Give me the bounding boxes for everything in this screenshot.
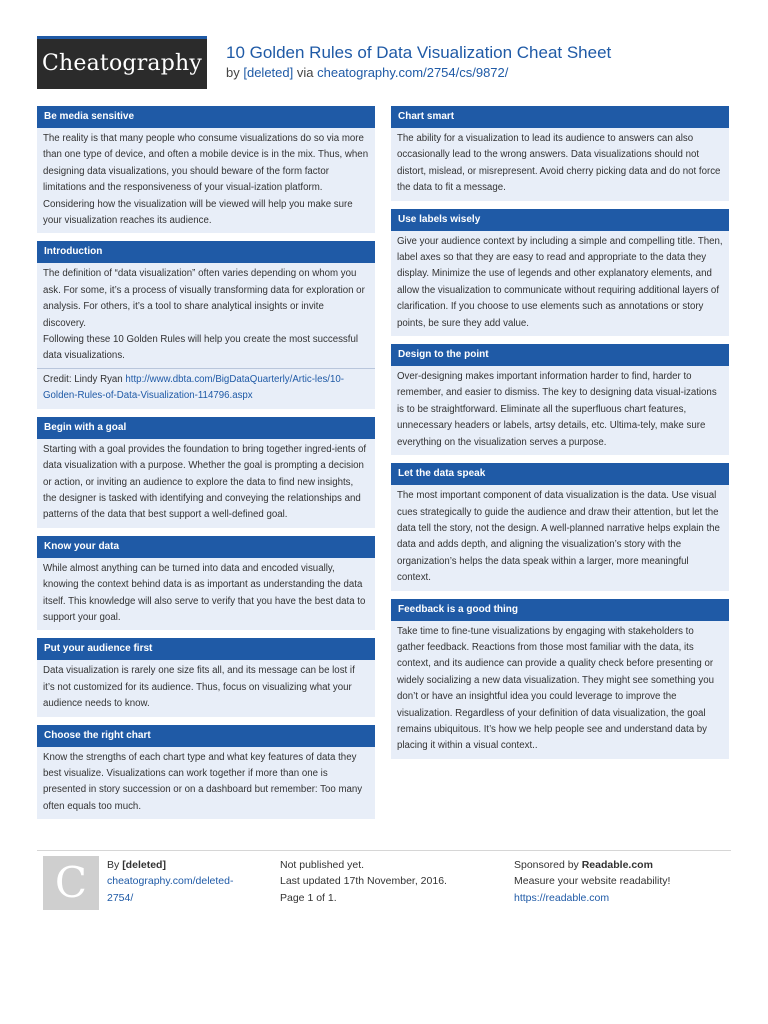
section-paragraph: The definition of “data visualization” often varies depending on whom you ask. For some, it’s a process of visually transforming data for exploration or analysis. For others, it’s a tool to share analytical insights or invite discovery. <box>43 268 365 329</box>
section-chart-smart <box>391 106 729 201</box>
footer-author <box>107 857 252 906</box>
avatar-letter: C <box>54 858 88 907</box>
section-design-to-the-point <box>391 344 729 455</box>
section-paragraph: Following these 10 Golden Rules will help you create the most successful data visualizations. <box>43 334 359 362</box>
section-body: The reality is that many people who consume visualizations do so via more than one type of device, and often a mobile device is in the mix. Thus, when designing data visualizations, you should beware of the form factor limitations and the responsiveness of your visual-ization platform. Considering how the visualization will be viewed will help you make sure your visualization reaches its audience. <box>43 133 369 227</box>
publish-status: Not published yet. <box>280 859 365 871</box>
section-let-the-data-speak <box>391 463 729 590</box>
section-body: Give your audience context by including a simple and compelling title. Then, label axes so that they are easy to read and appropriate to the data they display. Minimize the use of legends and other explanatory elements, and allow the visualization to communicate without requiring additional layers of clarification. If you choose to use elements such as annotations or story points, be sure they add value. <box>397 235 723 329</box>
section-begin-with-a-goal <box>37 417 375 528</box>
section-body: The ability for a visualization to lead its audience to answers can also occasionally lead to the wrong answers. Data visualizations should not distort, mislead, or misrepresent. Avoid cherry picking data and do not force the data to fit a message. <box>397 133 721 194</box>
sponsor-link[interactable]: https://readable.com <box>514 891 610 904</box>
section-body: Data visualization is rarely one size fits all, and its message can be lost if it’s not customized for its audience. Thus, focus on visualizing what your audience needs to know. <box>43 665 355 710</box>
footer-sponsor <box>514 857 729 906</box>
section-choose-the-right-chart <box>37 725 375 820</box>
section-use-labels-wisely <box>391 209 729 336</box>
section-put-your-audience-first <box>37 638 375 716</box>
footer-divider <box>37 850 731 851</box>
right-column <box>391 106 729 767</box>
byline-via: via <box>296 65 314 80</box>
section-body: Take time to fine-tune visualizations by engaging with stakeholders to gather feedback. Reactions from those most familiar with the data, its context, and its audience can provide a quality check before presenting or widely socializing a new data visualization. They might see something you don’t or have an insightful idea you could leverage to improve the visualization. Regardless of your definition of data visualization, the goal remains ubiquitous. It’s how we help people see and understand data by placing it within a visual context.. <box>397 625 714 752</box>
section-title: Put your audience first <box>37 638 375 660</box>
section-title: Use labels wisely <box>391 209 729 231</box>
footer-status <box>280 857 490 906</box>
sheet-url-link[interactable]: cheatography.com/2754/cs/9872/ <box>317 65 509 80</box>
credit-label: Credit: Lindy Ryan <box>43 373 123 385</box>
section-title: Feedback is a good thing <box>391 599 729 621</box>
last-updated: Last updated 17th November, 2016. <box>280 875 447 888</box>
left-column <box>37 106 375 827</box>
section-title: Introduction <box>37 241 375 263</box>
section-body: While almost anything can be turned into data and encoded visually, knowing the context behind data is as important as understanding the data itself. This knowledge will also serve to verify that you have the best data to support your goal. <box>43 562 366 623</box>
page-title[interactable]: 10 Golden Rules of Data Visualization Cheat Sheet <box>226 43 612 62</box>
section-body: The most important component of data visualization is the data. Use visual cues strategically to guide the audience and draw their attention, but let the data tell the story, not the design. A well-planned narrative helps explain the data and adds depth, and aligning the visualization’s story with the organization’s helps the data speak within a larger, more meaningful context. <box>397 490 720 584</box>
section-be-media-sensitive <box>37 106 375 233</box>
section-body: Know the strengths of each chart type and what key features of data they best visualize. Visualizations can work together if more than one is presented in story succession or on a dashboard but remember: Too many often equals too much. <box>43 751 363 812</box>
sponsor-tagline: Measure your website readability! <box>514 875 671 888</box>
section-body: Over-designing makes important information harder to find, harder to remember, and easier to dismiss. The key to designing data visual-izations is to be straightforward. Eliminate all the superfluous chart features, unnecessary headers or labels, artsy details, etc. Ultima-tely, make sure everything on the visualization serves a purpose. <box>397 371 717 448</box>
cheatography-logo[interactable] <box>37 36 207 89</box>
section-know-your-data <box>37 536 375 631</box>
section-body: Starting with a goal provides the foundation to bring together ingred-ients of data visualization with a purpose. Whether the goal is prompting a decision or action, or inviting an audience to explore the data to find new insights, the designer is tasked with identifying and conveying the relationships and patterns of the data that best support a well-defined goal. <box>43 443 367 521</box>
section-title: Let the data speak <box>391 463 729 485</box>
byline <box>226 65 508 80</box>
section-feedback-is-a-good-thing <box>391 599 729 759</box>
section-title: Know your data <box>37 536 375 558</box>
section-title: Choose the right chart <box>37 725 375 747</box>
author-avatar[interactable] <box>43 856 99 910</box>
credit-link[interactable]: http://www.dbta.com/BigDataQuarterly/Artic-les/10-Golden-Rules-of-Data-Visualization-114796.aspx <box>43 373 344 402</box>
section-title: Begin with a goal <box>37 417 375 439</box>
footer-by-label: By <box>107 859 120 871</box>
page-number: Page 1 of 1. <box>280 891 337 904</box>
byline-by: by <box>226 65 240 80</box>
divider <box>37 368 375 369</box>
footer-author-name[interactable]: [deleted] <box>122 859 166 871</box>
section-title: Chart smart <box>391 106 729 128</box>
footer-author-link[interactable]: cheatography.com/deleted-2754/ <box>107 875 234 904</box>
sponsor-name[interactable]: Readable.com <box>581 859 653 871</box>
section-title: Design to the point <box>391 344 729 366</box>
author-link[interactable]: [deleted] <box>243 65 294 80</box>
sponsor-label: Sponsored by <box>514 859 579 871</box>
sponsor-line <box>514 857 729 873</box>
section-title: Be media sensitive <box>37 106 375 128</box>
credit-line <box>43 372 369 405</box>
logo-text: Cheatography <box>41 51 203 76</box>
section-introduction <box>37 241 375 408</box>
footer-by-line <box>107 857 252 873</box>
